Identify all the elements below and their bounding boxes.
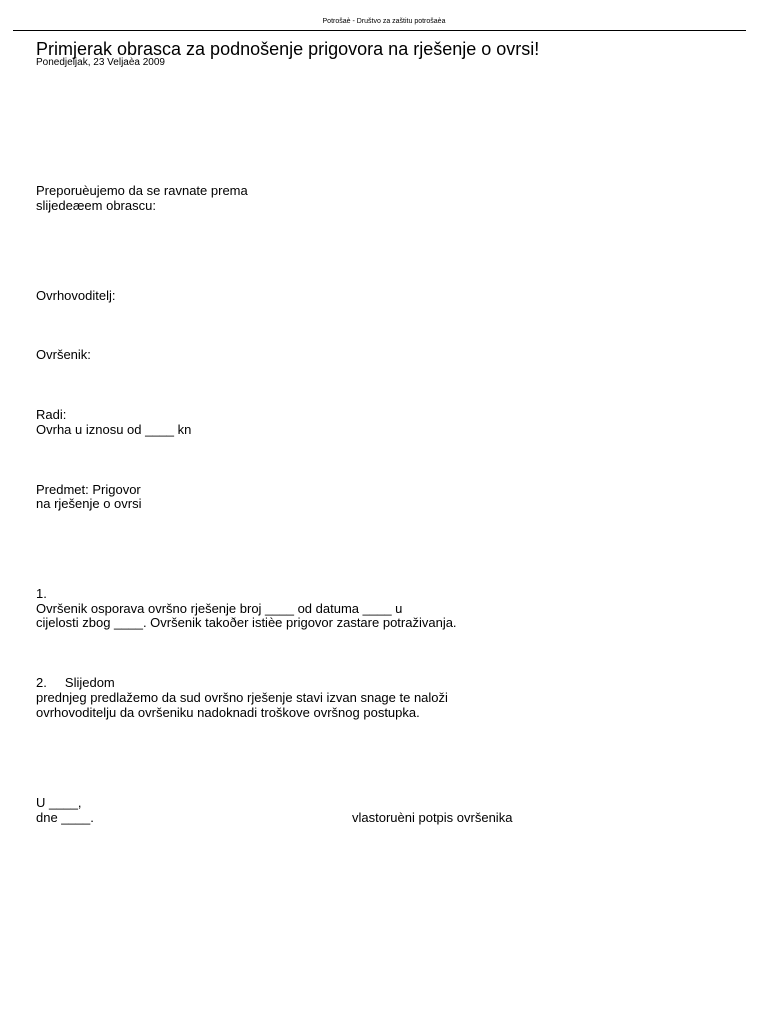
creditor-label: Ovrhovoditelj: (36, 288, 116, 303)
intro-line-2: slijedeæem obrascu: (36, 198, 156, 213)
place-line: U ____, (36, 795, 82, 810)
re-line-1: Radi: (36, 407, 67, 422)
point-1-line-1: Ovršenik osporava ovršno rješenje broj ____ od datuma ____ u (36, 601, 403, 616)
re-line-2: Ovrha u iznosu od ____ kn (36, 422, 192, 437)
running-header: Potrošaè - Društvo za zaštitu potrošaèa (322, 18, 446, 25)
point-2-line-1: 2. Slijedom (36, 675, 115, 690)
date-line: dne ____. (36, 810, 94, 825)
document-title: Primjerak obrasca za podnošenje prigovora na rješenje o ovrsi! (36, 39, 540, 59)
document-date: Ponedjeljak, 23 Veljaèa 2009 (36, 57, 165, 68)
subject-line-2: na rješenje o ovrsi (36, 496, 142, 511)
signature-label: vlastoruèni potpis ovršenika (352, 810, 513, 825)
subject-line-1: Predmet: Prigovor (36, 482, 141, 497)
point-1-number: 1. (36, 586, 47, 601)
point-2-line-3: ovrhovoditelju da ovršeniku nadoknadi troškove ovršnog postupka. (36, 705, 420, 720)
intro-line-1: Preporuèujemo da se ravnate prema (36, 183, 248, 198)
point-1-line-2: cijelosti zbog ____. Ovršenik takoðer istièe prigovor zastare potraživanja. (36, 615, 457, 630)
debtor-label: Ovršenik: (36, 347, 91, 362)
point-2-line-2: prednjeg predlažemo da sud ovršno rješenje stavi izvan snage te naloži (36, 690, 448, 705)
header-rule (13, 30, 746, 31)
